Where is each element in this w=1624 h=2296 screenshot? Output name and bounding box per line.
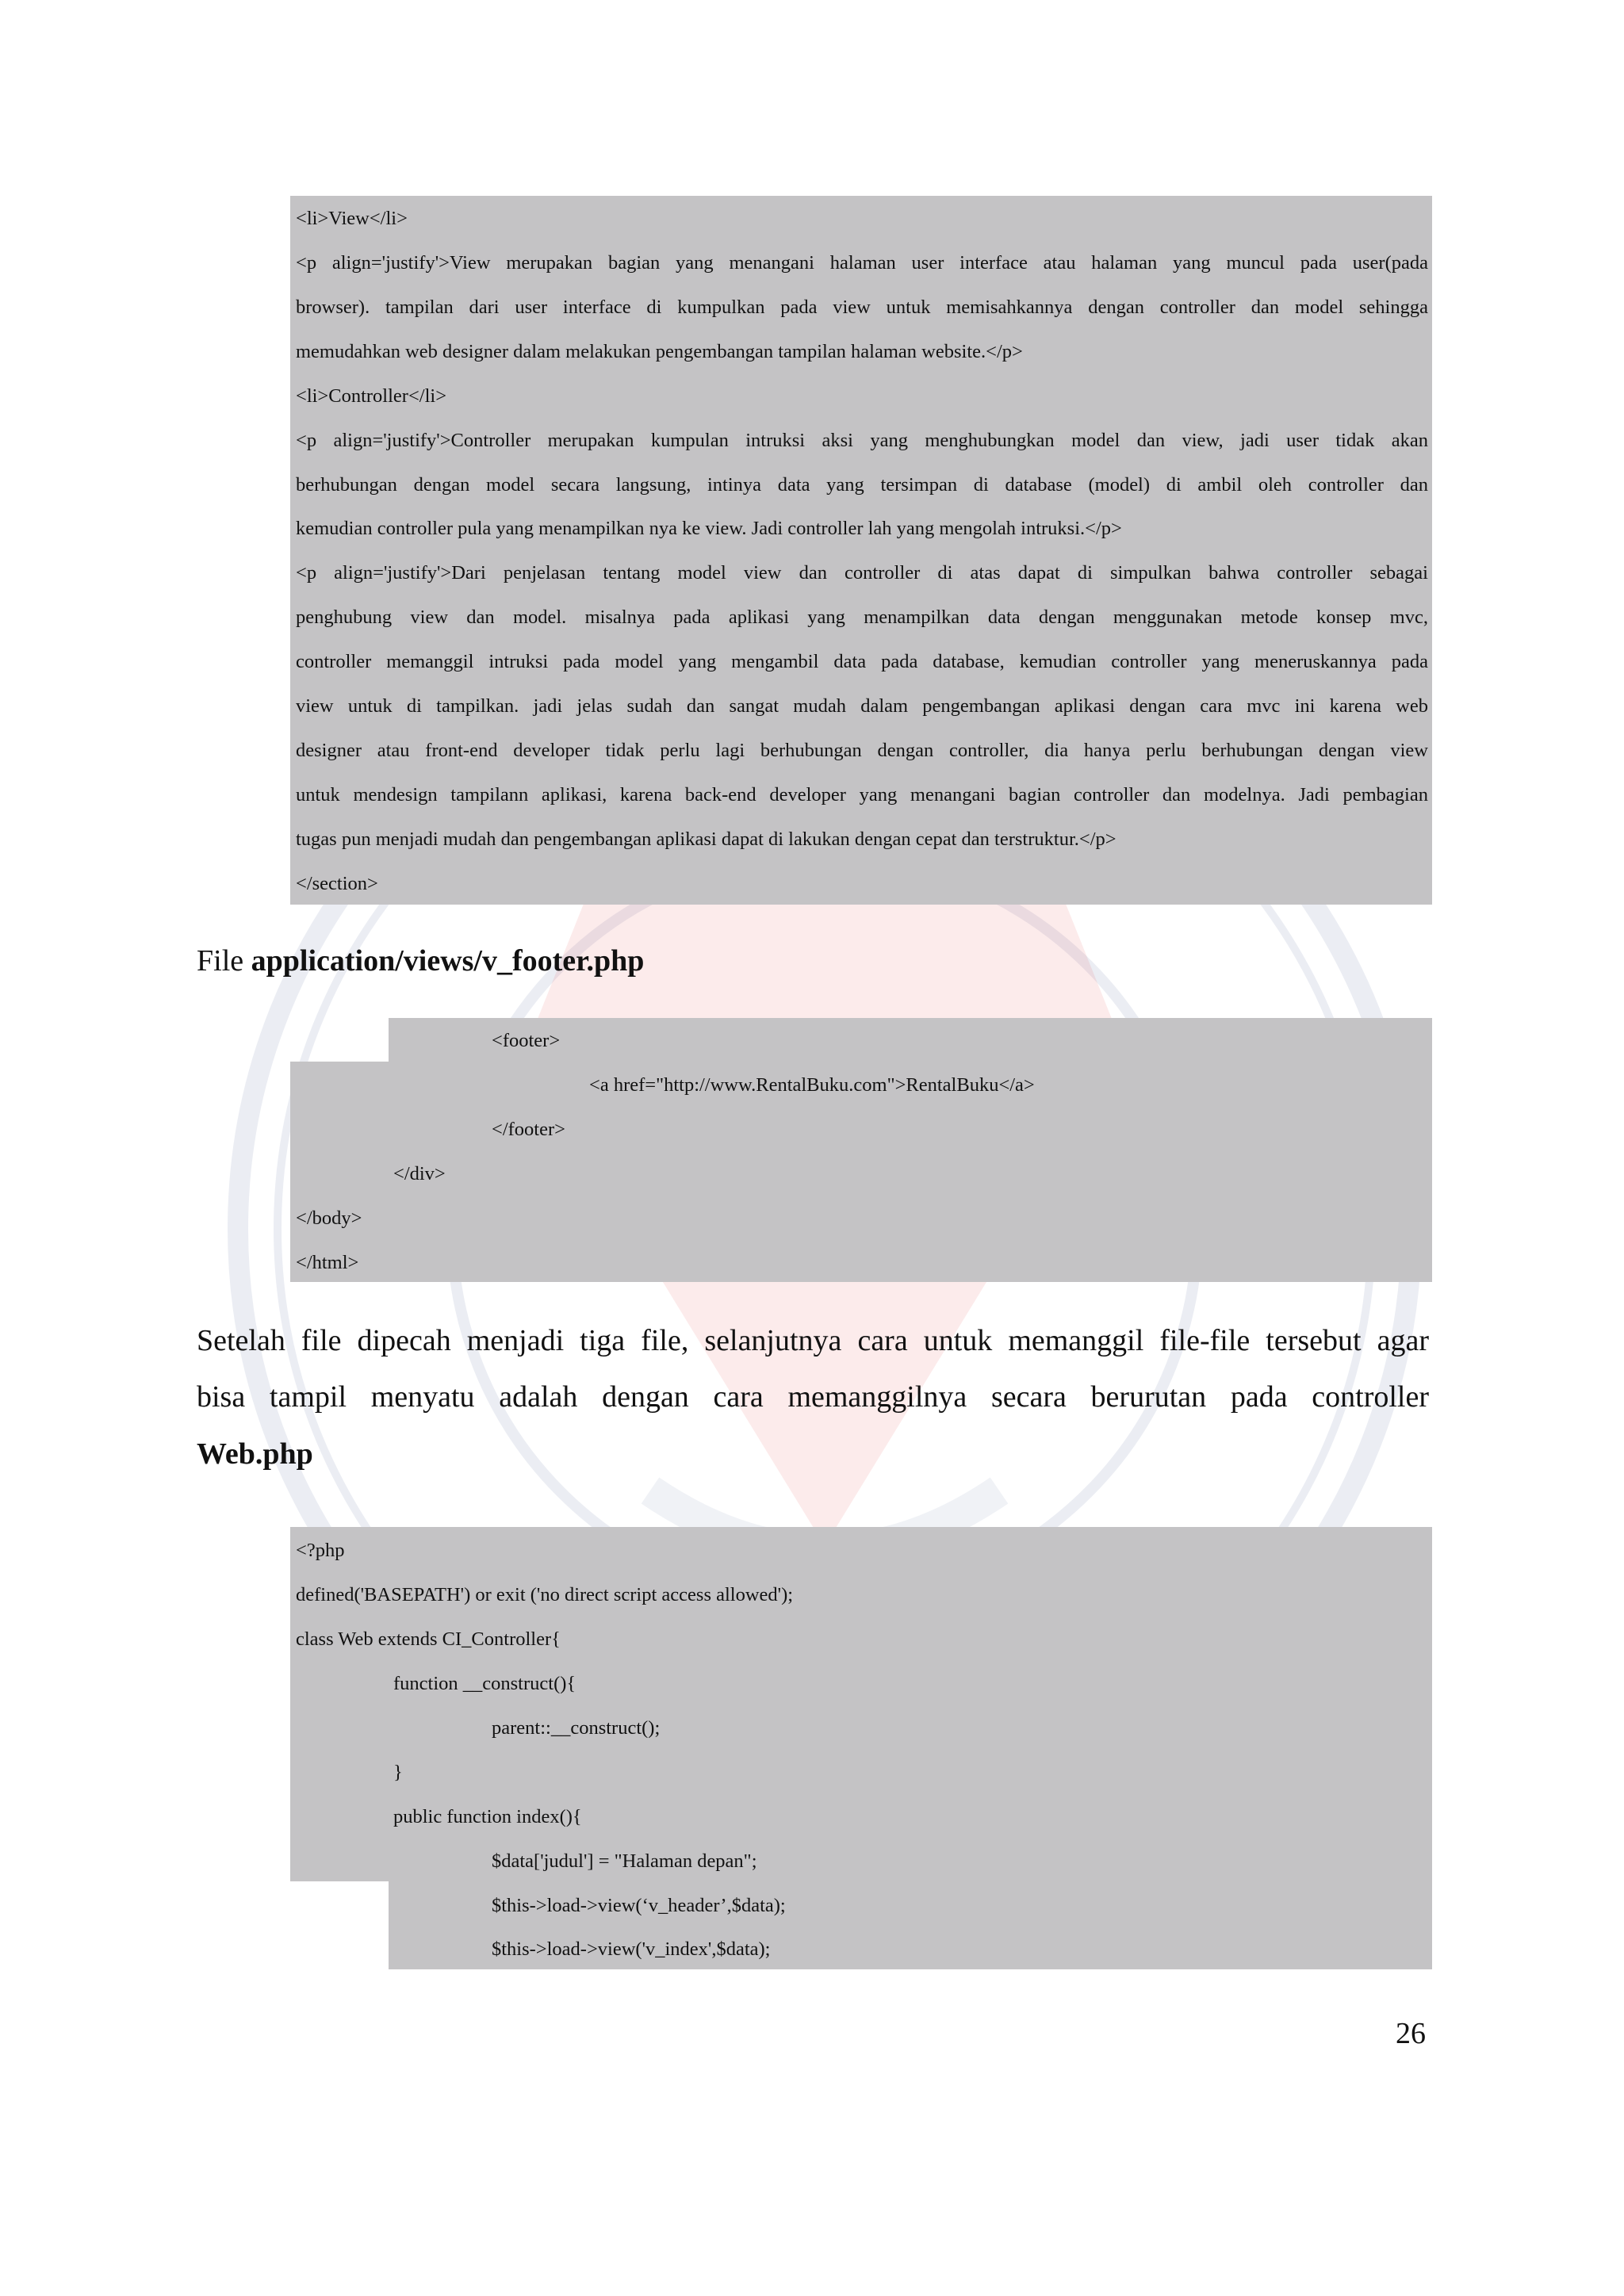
code-line: berhubungan dengan model secara langsung, intinya data yang tersimpan di database (model) di ambil oleh controller dan (296, 474, 1428, 496)
code-line: parent::__construct(); (492, 1717, 661, 1739)
body-paragraph-bold: Web.php (197, 1437, 313, 1471)
code-line: designer atau front-end developer tidak perlu lagi berhubungan dengan controller, dia hanya perlu berhubungan dengan view (296, 740, 1428, 761)
body-paragraph-line: bisa tampil menyatu adalah dengan cara memanggilnya secara berurutan pada controller (197, 1380, 1429, 1414)
code-line: untuk mendesign tampilann aplikasi, karena back-end developer yang menangani bagian controller dan modelnya. Jadi pembagian (296, 784, 1428, 806)
code-line: tugas pun menjadi mudah dan pengembangan aplikasi dapat di lakukan dengan cepat dan terstruktur.</p> (296, 828, 1116, 850)
code-line: </html> (296, 1252, 359, 1273)
code-block-web-php (290, 1527, 1432, 1881)
code-line: browser). tampilan dari user interface di kumpulkan pada view untuk memisahkannya dengan controller dan model sehingga (296, 297, 1428, 318)
code-line: view untuk di tampilkan. jadi jelas sudah dan sangat mudah dalam pengembangan aplikasi dengan cara mvc ini karena web (296, 695, 1428, 717)
code-line: <a href="http://www.RentalBuku.com">RentalBuku</a> (589, 1074, 1035, 1096)
code-line: </footer> (492, 1119, 565, 1140)
code-line: <li>Controller</li> (296, 385, 447, 407)
code-line: function __construct(){ (393, 1673, 576, 1694)
code-line: <footer> (492, 1030, 561, 1051)
code-line: } (393, 1762, 403, 1783)
code-line: </section> (296, 873, 378, 894)
page-number: 26 (1396, 2017, 1426, 2050)
code-line: $this->load->view(‘v_header’,$data); (492, 1895, 786, 1916)
code-line: <p align='justify'>Dari penjelasan tentang model view dan controller di atas dapat di simpulkan bahwa controller sebagai (296, 562, 1428, 584)
code-line: class Web extends CI_Controller{ (296, 1628, 561, 1650)
body-paragraph-line: Setelah file dipecah menjadi tiga file, selanjutnya cara untuk memanggil file-file tersebut agar (197, 1324, 1429, 1357)
code-line: $this->load->view('v_index',$data); (492, 1938, 771, 1960)
code-line: $data['judul'] = "Halaman depan"; (492, 1850, 757, 1872)
code-line: <li>View</li> (296, 208, 408, 229)
code-line: penghubung view dan model. misalnya pada aplikasi yang menampilkan data dengan menggunakan metode konsep mvc, (296, 607, 1428, 628)
code-line: public function index(){ (393, 1806, 582, 1827)
code-line: defined('BASEPATH') or exit ('no direct script access allowed'); (296, 1584, 794, 1605)
code-line: <p align='justify'>View merupakan bagian yang menangani halaman user interface atau halaman yang muncul pada user(pada (296, 252, 1428, 274)
code-line: <p align='justify'>Controller merupakan kumpulan intruksi aksi yang menghubungkan model dan view, jadi user tidak akan (296, 430, 1428, 451)
code-line: controller memanggil intruksi pada model yang mengambil data pada database, kemudian controller yang meneruskannya pada (296, 651, 1428, 672)
file-caption (197, 946, 644, 976)
file-caption-prefix: File (197, 944, 251, 978)
code-line: </div> (393, 1163, 446, 1184)
code-line: </body> (296, 1207, 362, 1229)
code-line: <?php (296, 1540, 345, 1561)
file-caption-path: application/views/v_footer.php (251, 944, 645, 978)
code-line: kemudian controller pula yang menampilkan nya ke view. Jadi controller lah yang mengolah intruksi.</p> (296, 518, 1122, 539)
code-line: memudahkan web designer dalam melakukan pengembangan tampilan halaman website.</p> (296, 341, 1023, 362)
